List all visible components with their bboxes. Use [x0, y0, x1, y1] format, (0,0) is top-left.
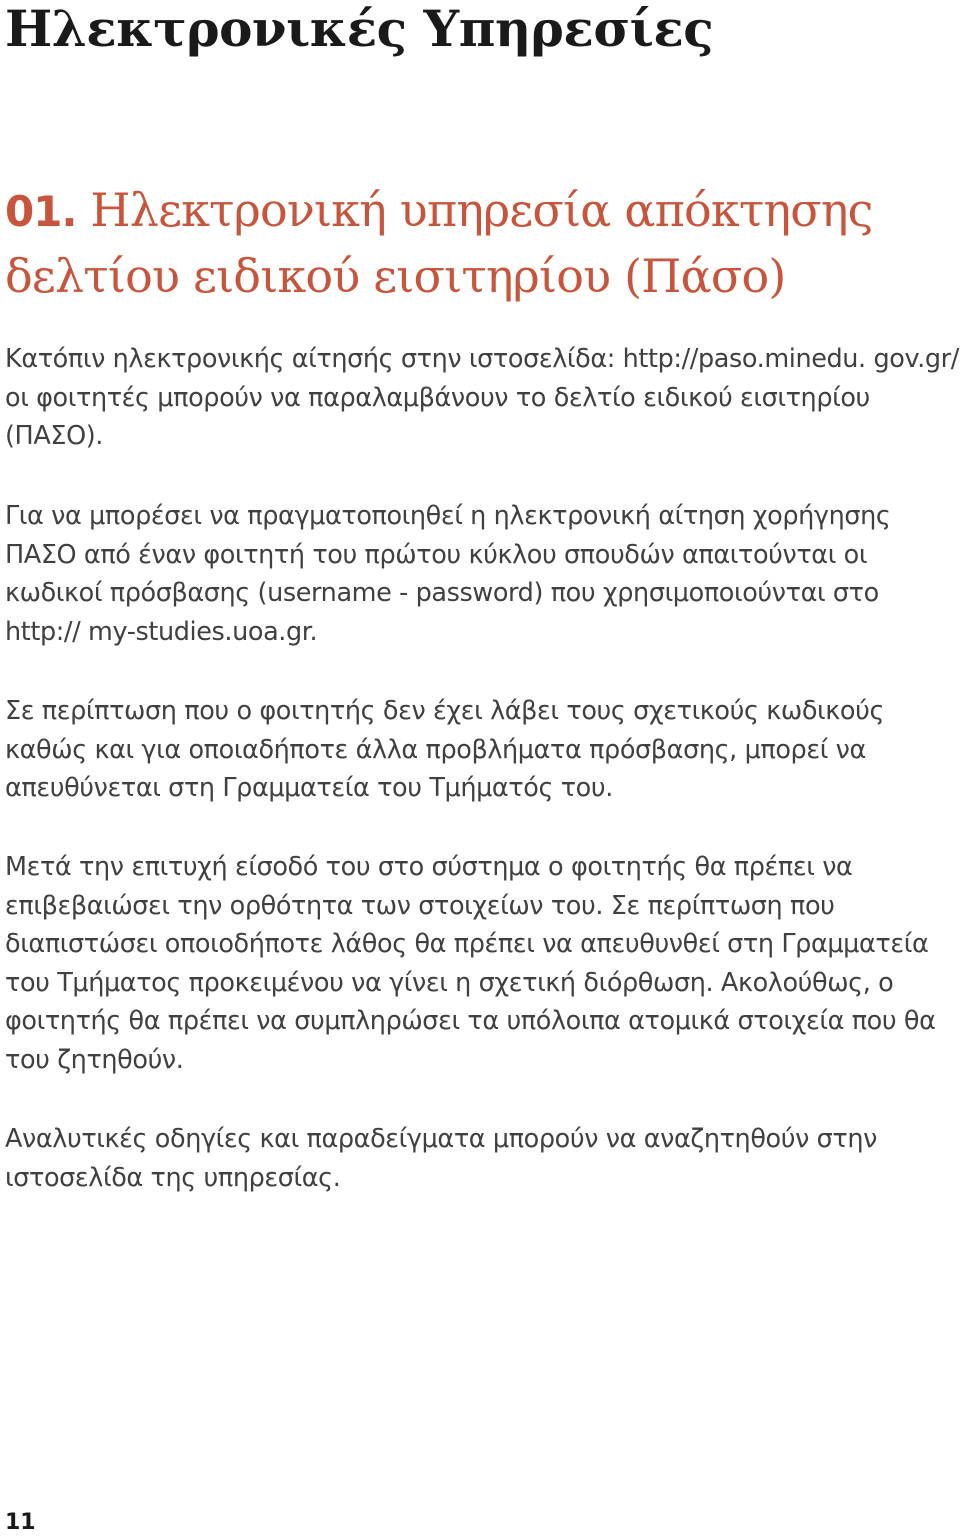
- paragraph-missing-codes: Σε περίπτωση που ο φοιτητής δεν έχει λάβει τους σχετικούς κωδικούς καθώς και για οποιαδήποτε άλλα προβλήματα πρόσβασης, μπορεί να απευθύνεται στη Γραμματεία του Τμήματός του.: [5, 696, 885, 803]
- paragraph-verify-details: Μετά την επιτυχή είσοδό του στο σύστημα ο φοιτητής θα πρέπει να επιβεβαιώσει την ορθότητα των στοιχείων του. Σε περίπτωση που διαπιστώσει οποιοδήποτε λάθος θα πρέπει να απευθυνθεί στη Γραμματεία του Τμήματος προκειμένου να γίνει η σχετική διόρθωση. Ακολούθως, ο φοιτητής θα πρέπει να συμπληρώσει τα υπόλοιπα ατομικά στοιχεία που θα του ζητηθούν.: [5, 852, 936, 1075]
- section-number: 01.: [5, 187, 77, 236]
- paragraph-credentials: Για να μπορέσει να πραγματοποιηθεί η ηλεκτρονική αίτηση χορήγησης ΠΑΣΟ από έναν φοιτητή του πρώτου κύκλου σπουδών απαιτούνται οι κωδικοί πρόσβασης (username - password) που χρησιμοποιούνται στο http:// my-studies.uoa.gr.: [5, 501, 891, 647]
- page-title: Ηλεκτρονικές Υπηρεσίες: [5, 0, 714, 58]
- page-number: 11: [5, 1510, 36, 1535]
- paragraph-instructions: Αναλυτικές οδηγίες και παραδείγματα μπορούν να αναζητηθούν στην ιστοσελίδα της υπηρεσίας.: [5, 1124, 877, 1193]
- section-heading: [5, 178, 960, 308]
- paragraph-paso-application: Κατόπιν ηλεκτρονικής αίτησής στην ιστοσελίδα: http://paso.minedu. gov.gr/ οι φοιτητές μπορούν να παραλαμβάνουν το δελτίο ειδικού εισιτηρίου (ΠΑΣΟ).: [5, 344, 959, 451]
- section-heading-text: Ηλεκτρονική υπηρεσία απόκτησης δελτίου ειδικού εισιτηρίου (Πάσο): [5, 183, 873, 303]
